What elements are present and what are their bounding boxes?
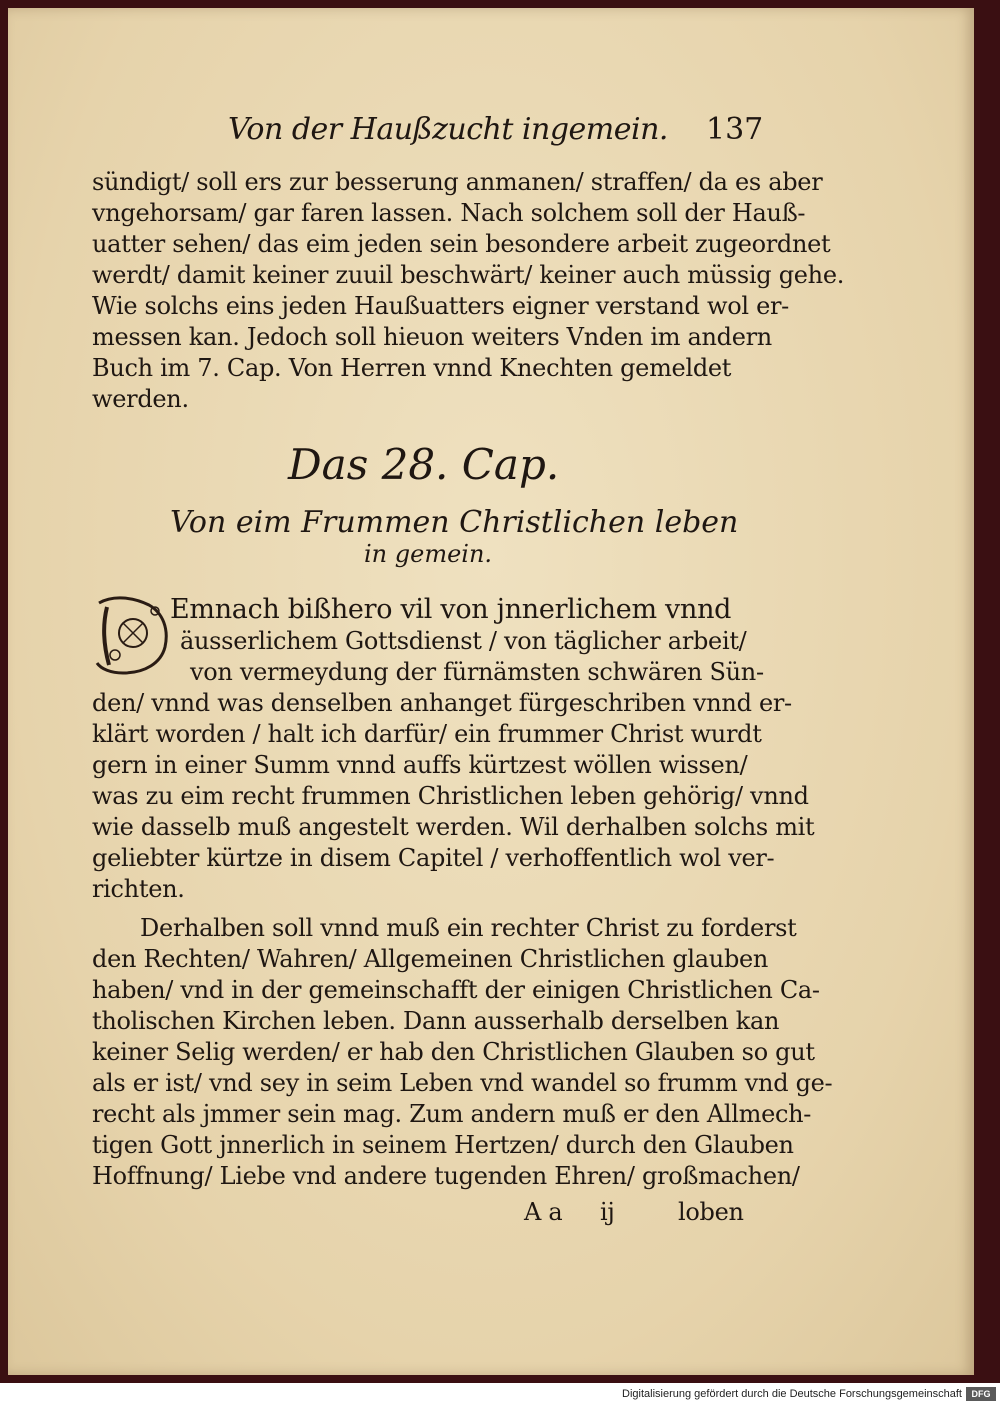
dfg-logo-icon: DFG: [966, 1387, 996, 1401]
decorated-initial: [92, 592, 174, 678]
text-line: messen kan. Jedoch soll hieuon weiters Vnden im andern: [92, 323, 772, 351]
text-line: richten.: [92, 875, 185, 903]
text-line: gern in einer Summ vnnd auffs kürtzest wöllen wissen/: [92, 751, 748, 779]
text-line: klärt worden / halt ich darfür/ ein frummer Christ wurdt: [92, 720, 762, 748]
text-line: sündigt/ soll ers zur besserung anmanen/ straffen/ da es aber: [92, 168, 823, 196]
text-line: Derhalben soll vnnd muß ein rechter Christ zu forderst: [140, 914, 797, 942]
text-line: tigen Gott jnnerlich in seinem Hertzen/ durch den Glauben: [92, 1131, 794, 1159]
text-line: recht als jmmer sein mag. Zum andern muß er den Allmech-: [92, 1100, 812, 1128]
text-line: den/ vnnd was denselben anhanget fürgeschriben vnnd er-: [92, 689, 792, 717]
text-line: Buch im 7. Cap. Von Herren vnnd Knechten gemeldet: [92, 354, 732, 382]
chapter-title: Das 28. Cap.: [288, 440, 560, 489]
signature-mark: A a: [524, 1198, 563, 1226]
text-line: werdt/ damit keiner zuuil beschwärt/ keiner auch müssig gehe.: [92, 261, 845, 289]
text-line: was zu eim recht frummen Christlichen leben gehörig/ vnnd: [92, 782, 809, 810]
chapter-subtitle-continued: in gemein.: [364, 540, 493, 568]
catchword: loben: [678, 1198, 744, 1226]
running-header-title: Von der Haußzucht ingemein.: [228, 112, 668, 147]
signature-number: ij: [600, 1198, 615, 1226]
text-line: haben/ vnd in der gemeinschafft der einigen Christlichen Ca-: [92, 976, 820, 1004]
text-line: Wie solchs eins jeden Haußuatters eigner verstand wol er-: [92, 292, 789, 320]
chapter-subtitle: Von eim Frummen Christlichen leben: [170, 505, 739, 540]
text-line: geliebter kürtze in disem Capitel / verhoffentlich wol ver-: [92, 844, 775, 872]
text-line: keiner Selig werden/ er hab den Christlichen Glauben so gut: [92, 1038, 815, 1066]
text-line: wie dasselb muß angestelt werden. Wil derhalben solchs mit: [92, 813, 815, 841]
text-line: als er ist/ vnd sey in seim Leben vnd wandel so frumm vnd ge-: [92, 1069, 833, 1097]
text-line: vngehorsam/ gar faren lassen. Nach solchem soll der Hauß-: [92, 199, 806, 227]
text-line: von vermeydung der fürnämsten schwären Sün-: [190, 658, 764, 686]
text-line: tholischen Kirchen leben. Dann ausserhalb derselben kan: [92, 1007, 780, 1035]
page-number: 137: [706, 112, 764, 147]
text-line: äusserlichem Gottsdienst / von täglicher arbeit/: [180, 627, 747, 655]
text-line: den Rechten/ Wahren/ Allgemeinen Christlichen glauben: [92, 945, 769, 973]
initial-ornament-icon: [93, 593, 173, 677]
funding-credit: Digitalisierung gefördert durch die Deutsche Forschungsgemeinschaft: [622, 1388, 962, 1400]
text-line: Hoffnung/ Liebe vnd andere tugenden Ehren/ großmachen/: [92, 1162, 800, 1190]
text-line: werden.: [92, 385, 189, 413]
text-line: Emnach bißhero vil von jnnerlichem vnnd: [170, 594, 732, 625]
text-line: uatter sehen/ das eim jeden sein besondere arbeit zugeordnet: [92, 230, 831, 258]
